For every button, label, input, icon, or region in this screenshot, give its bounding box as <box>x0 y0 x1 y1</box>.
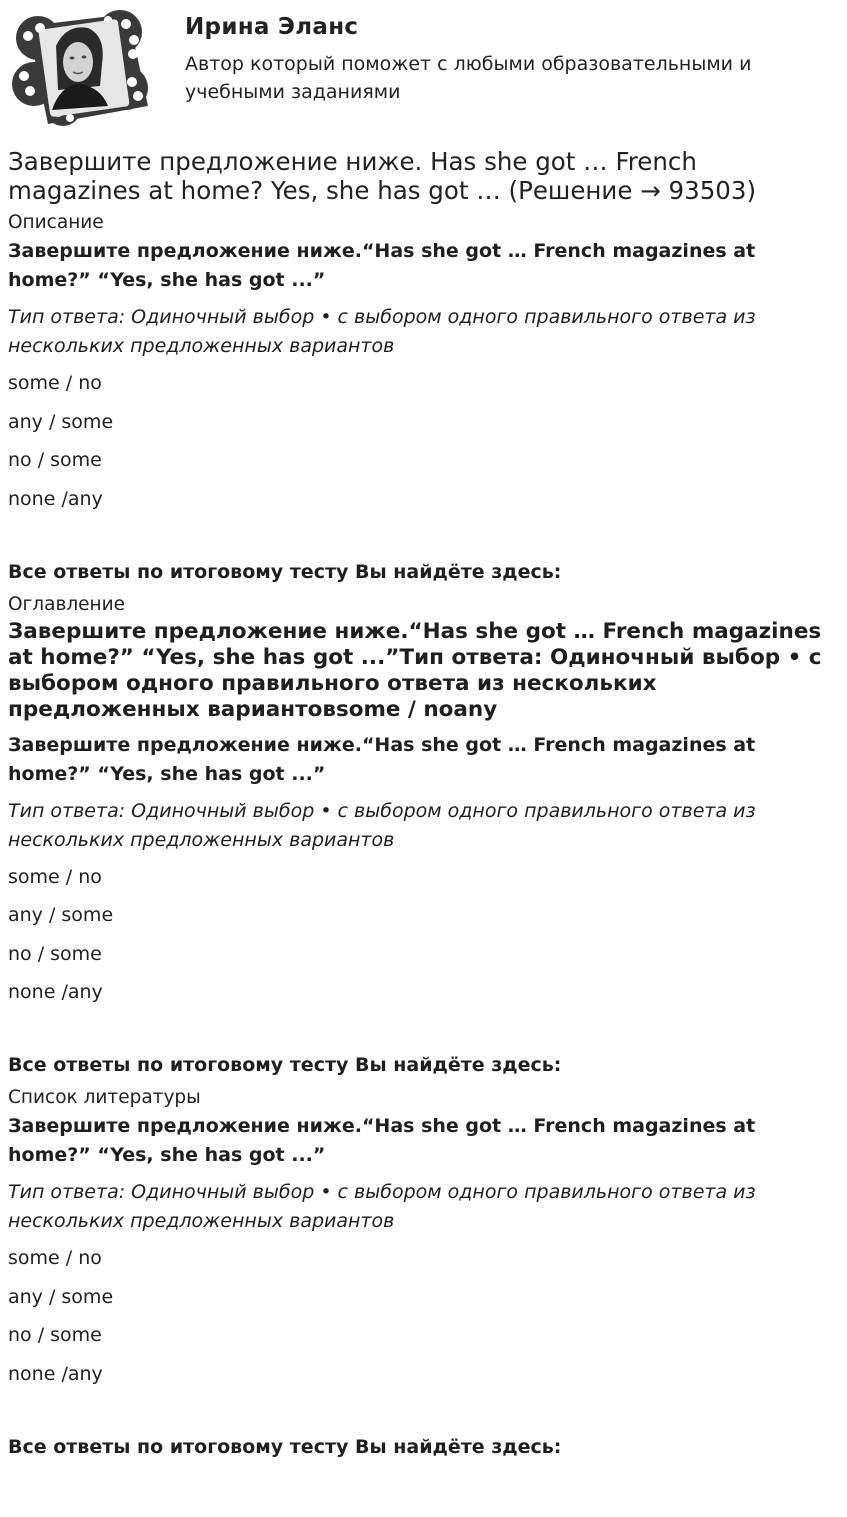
option-item: some / no <box>8 865 102 888</box>
options-list <box>8 1244 828 1389</box>
section-label: Список литературы <box>8 1087 201 1108</box>
section-label: Оглавление <box>8 593 126 615</box>
options-list <box>8 369 828 514</box>
option-item: any / some <box>8 410 114 433</box>
option-item: some / no <box>8 1247 102 1269</box>
question-text: Завершите предложение ниже.“Has she got … French magazines at home?” “Yes, she has got ...” <box>8 733 756 785</box>
author-description: Автор который поможет с любыми образовательными и учебными заданиями <box>185 53 752 103</box>
option-item: none /any <box>8 487 103 510</box>
answer-type: Тип ответа: Одиночный выбор • с выбором одного правильного ответа из нескольких предложенных вариантов <box>8 799 756 851</box>
section-label: Описание <box>8 212 104 233</box>
page-title: Завершите предложение ниже. Has she got … French magazines at home? Yes, she has got … (Решение → 93503) <box>8 147 757 205</box>
all-answers-link[interactable]: Все ответы по итоговому тесту Вы найдёте здесь: <box>8 560 562 583</box>
question-text: Завершите предложение ниже.“Has she got … French magazines at home?” “Yes, she has got ...” <box>8 1115 756 1166</box>
description-section <box>8 211 828 587</box>
option-item: some / no <box>8 372 102 394</box>
all-answers-link[interactable]: Все ответы по итоговому тесту Вы найдёте здесь: <box>8 1435 562 1458</box>
all-answers-link[interactable]: Все ответы по итоговому тесту Вы найдёте здесь: <box>8 1054 562 1076</box>
answer-type: Тип ответа: Одиночный выбор • с выбором одного правильного ответа из нескольких предложенных вариантов <box>8 306 756 357</box>
author-name: Ирина Эланс <box>185 14 359 40</box>
answer-type: Тип ответа: Одиночный выбор • с выбором одного правильного ответа из нескольких предложенных вариантов <box>8 1181 756 1232</box>
option-item: no / some <box>8 942 102 965</box>
options-list <box>8 863 828 1008</box>
option-item: none /any <box>8 981 103 1003</box>
option-item: any / some <box>8 1285 114 1308</box>
option-item: no / some <box>8 1324 102 1346</box>
author-card <box>8 6 840 128</box>
option-item: any / some <box>8 904 114 926</box>
references-section <box>8 1086 828 1462</box>
option-item: none /any <box>8 1362 103 1385</box>
option-item: no / some <box>8 449 102 471</box>
toc-section <box>8 593 828 1081</box>
author-avatar <box>8 6 153 128</box>
question-text: Завершите предложение ниже.“Has she got … French magazines at home?” “Yes, she has got ...” <box>8 240 756 291</box>
main-content <box>8 147 828 1462</box>
toc-heading: Завершите предложение ниже.“Has she got … French magazines at home?” “Yes, she has got ...”Тип ответа: Одиночный выбор • с выбором одного правильного ответа из нескольких предложенных вариантовsome / noany <box>8 618 822 722</box>
